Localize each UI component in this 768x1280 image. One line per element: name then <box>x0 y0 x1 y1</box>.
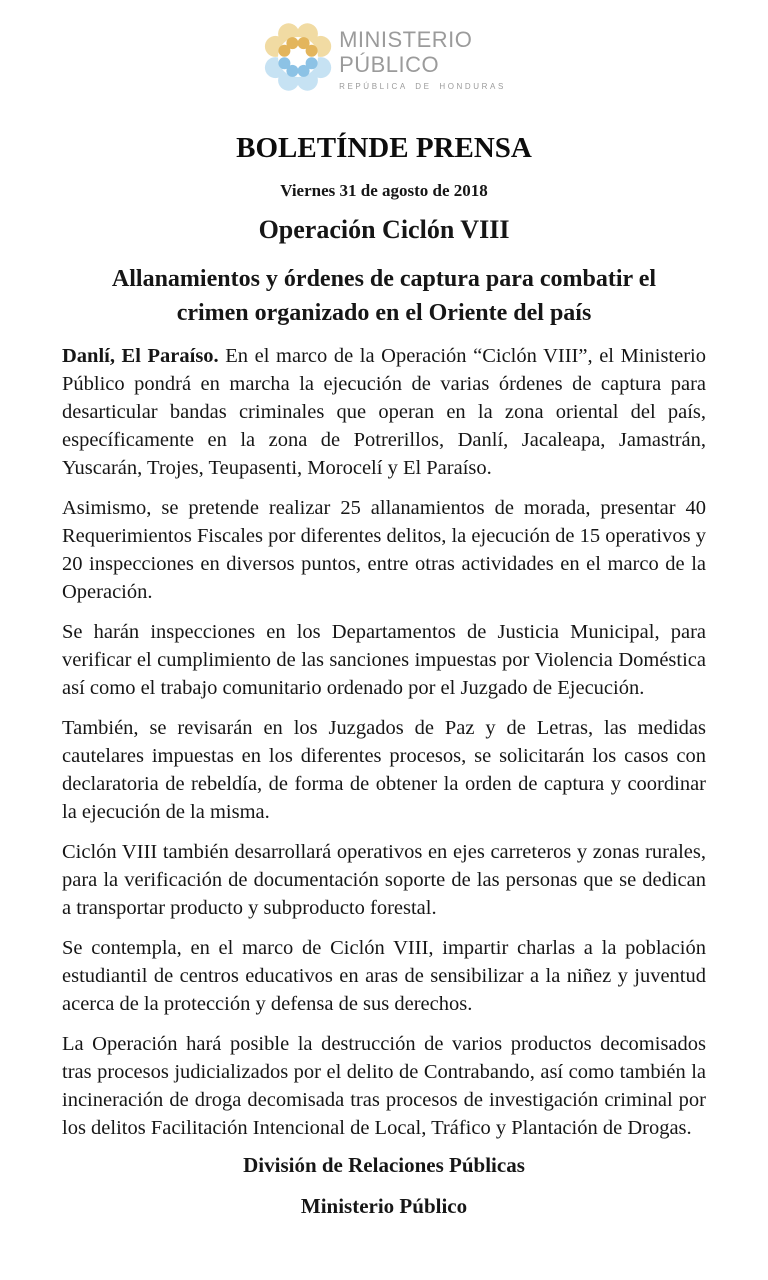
operation-title: Operación Ciclón VIII <box>258 215 510 244</box>
paragraph: Se contempla, en el marco de Ciclón VIII, impartir charlas a la población estudiantil de centros educativos en aras de sensibilizar a la niñez y juventud acerca de la protección y defensa de sus derechos. <box>62 937 706 1015</box>
document-date: Viernes 31 de agosto de 2018 <box>280 181 488 200</box>
paragraph-lead: Danlí, El Paraíso. <box>62 345 219 367</box>
logo-name-line2: PÚBLICO <box>339 52 440 77</box>
headline: Allanamientos y órdenes de captura para combatir el crimen organizado en el Oriente del país <box>111 266 657 326</box>
paragraph: Ciclón VIII también desarrollará operativos en ejes carreteros y zonas rurales, para la verificación de documentación soporte de las personas que se dedican a transportar producto y subproducto forestal. <box>62 841 706 919</box>
paragraph: Se harán inspecciones en los Departamentos de Justicia Municipal, para verificar el cumplimiento de las sanciones impuestas por Violencia Doméstica así como el trabajo comunitario ordenado por el Juzgado de Ejecución. <box>62 621 706 699</box>
paragraph: La Operación hará posible la destrucción de varios productos decomisados tras procesos judicializados por el delito de Contrabando, así como también la incineración de droga decomisada tras procesos de investigación criminal por los delitos Facilitación Intencional de Local, Tráfico y Plantación de Drogas. <box>62 1033 706 1139</box>
body-paragraphs <box>0 342 768 1142</box>
footer-division: División de Relaciones Públicas <box>243 1153 525 1177</box>
logo-name-line1: MINISTERIO <box>339 27 473 52</box>
paragraph: También, se revisarán en los Juzgados de Paz y de Letras, las medidas cautelares impuestas en los diferentes procesos, se solicitarán los casos con declaratoria de rebeldía, de forma de obtener la orden de captura y coordinar la ejecución de la misma. <box>62 717 706 823</box>
paragraph: Asimismo, se pretende realizar 25 allanamientos de morada, presentar 40 Requerimientos Fiscales por diferentes delitos, la ejecución de 15 operativos y 20 inspecciones en diversos puntos, entre otras actividades en el marco de la Operación. <box>62 497 706 603</box>
footer-organization: Ministerio Público <box>300 1194 468 1218</box>
document-title: BOLETÍNDE PRENSA <box>236 132 532 164</box>
logo-text <box>339 15 506 91</box>
ministerio-publico-logo <box>0 0 768 99</box>
people-circle-emblem-icon <box>262 15 334 99</box>
paragraph: Danlí, El Paraíso. En el marco de la Operación “Ciclón VIII”, el Ministerio Público pondrá en marcha la ejecución de varias órdenes de captura para desarticular bandas criminales que operan en la zona oriental del país, específicamente en la zona de Potrerillos, Danlí, Jacaleapa, Jamastrán, Yuscarán, Trojes, Teupasenti, Morocelí y El Paraíso. <box>62 345 706 479</box>
logo-tagline: REPÚBLICA DE HONDURAS <box>339 82 506 91</box>
